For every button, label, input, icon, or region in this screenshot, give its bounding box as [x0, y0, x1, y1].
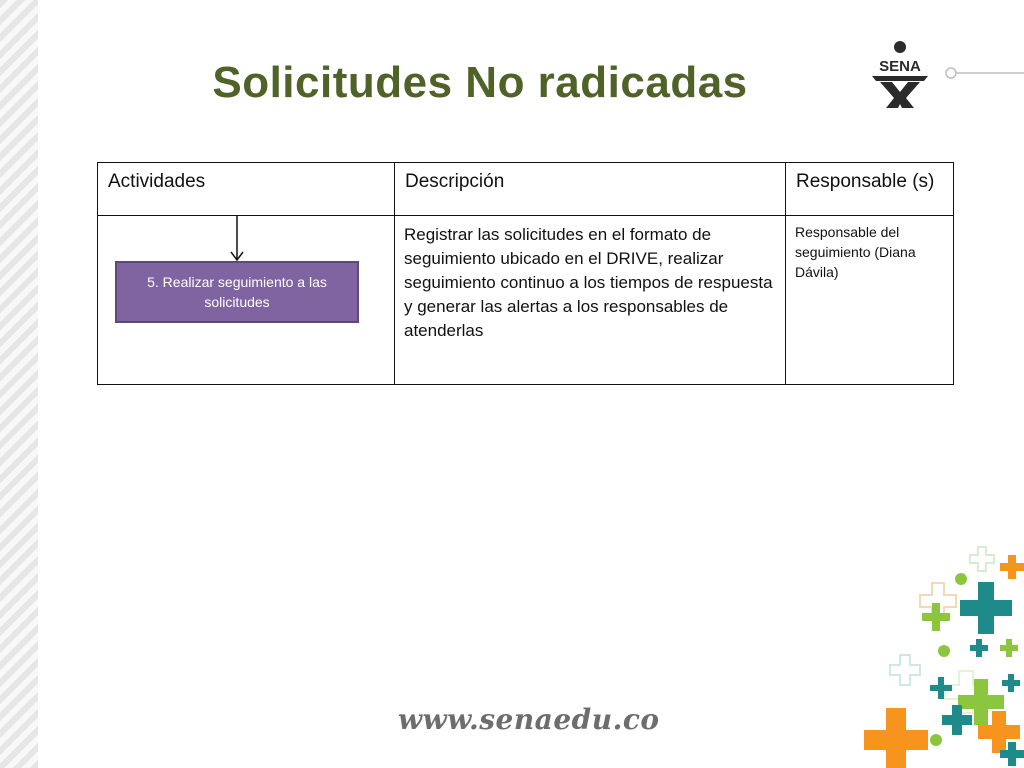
activities-table [97, 162, 954, 385]
footer-website: www.senaedu.co [398, 703, 660, 736]
responsible-cell [786, 216, 954, 385]
decorative-line [945, 67, 1024, 79]
slide-title: Solicitudes No radicadas [212, 58, 748, 107]
table-row [98, 216, 954, 385]
flow-arrow-down-icon [229, 216, 245, 262]
header-responsible: Responsable (s) [786, 163, 954, 216]
decorative-crosses-graphic [850, 545, 1024, 768]
description-text: Registrar las solicitudes en el formato de seguimiento ubicado en el DRIVE, realizar seguimiento continuo a los tiempos de respuesta y generar las alertas a los responsables de atenderlas [404, 225, 773, 340]
svg-text:SENA: SENA [879, 58, 921, 75]
left-stripe-decoration [0, 0, 38, 768]
process-step-box [115, 261, 359, 323]
table-header-row [98, 163, 954, 216]
process-step-label: 5. Realizar seguimiento a las solicitudes [147, 274, 327, 310]
activity-cell [98, 216, 395, 385]
sena-logo [864, 38, 936, 110]
header-description: Descripción [395, 163, 786, 216]
description-cell [395, 216, 786, 385]
header-activities: Actividades [98, 163, 395, 216]
responsible-text: Responsable del seguimiento (Diana Dávila) [795, 224, 916, 280]
